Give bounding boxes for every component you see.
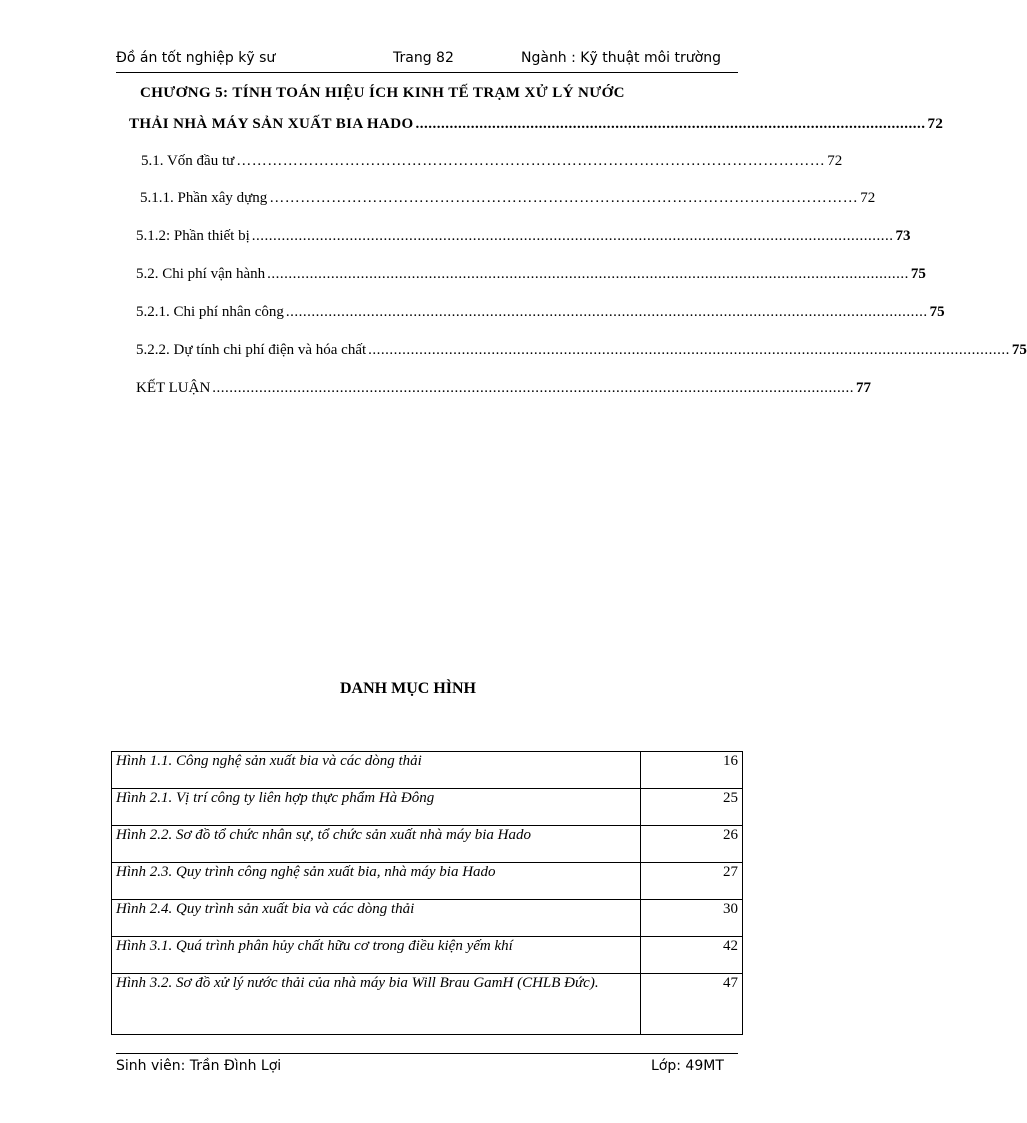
figure-caption: Hình 2.4. Quy trình sản xuất bia và các dòng thải [112, 900, 641, 937]
header-page: Trang 82 [393, 50, 454, 66]
figure-page: 25 [641, 789, 743, 826]
toc-entry-page: 77 [856, 380, 872, 396]
toc-entry [136, 342, 1027, 359]
page-footer [116, 1053, 738, 1078]
toc-chapter-line2: THẢI NHÀ MÁY SẢN XUẤT BIA HADO [129, 116, 414, 132]
toc-entry [136, 228, 911, 245]
toc-entry-label: 5.1.2: Phần thiết bị [136, 228, 250, 244]
figure-page: 47 [641, 974, 743, 1035]
footer-student: Sinh viên: Trần Đình Lợi [116, 1058, 282, 1074]
toc-leader: …………………………………………………………………………………………………… [236, 153, 826, 169]
figure-caption: Hình 2.2. Sơ đồ tổ chức nhân sự, tổ chức sản xuất nhà máy bia Hado [112, 826, 641, 863]
figure-page: 16 [641, 752, 743, 789]
header-right: Ngành : Kỹ thuật môi trường [521, 50, 721, 66]
figure-caption: Hình 2.1. Vị trí công ty liên hợp thực phẩm Hà Đông [112, 789, 641, 826]
table-row [112, 937, 743, 974]
table-row [112, 789, 743, 826]
toc-leader: ....................................................................................................................................................... [251, 228, 894, 244]
table-row [112, 974, 743, 1035]
toc-entry-label: 5.1.1. Phần xây dựng [140, 190, 268, 206]
toc-chapter-page: 72 [927, 116, 944, 132]
figure-caption: Hình 1.1. Công nghệ sản xuất bia và các dòng thải [112, 752, 641, 789]
toc-entry-page: 75 [929, 304, 945, 320]
page-header [116, 48, 738, 73]
header-left: Đồ án tốt nghiệp kỹ sư [116, 50, 276, 66]
toc-entry [140, 190, 876, 207]
toc-entry [136, 266, 926, 283]
toc-leader: ........................................................................................................................ [415, 116, 926, 132]
toc-entry-label: 5.2. Chi phí vận hành [136, 266, 266, 282]
toc-entry [141, 153, 843, 170]
toc-entry-label: 5.2.1. Chi phí nhân công [136, 304, 284, 320]
figures-title: DANH MỤC HÌNH [340, 680, 476, 697]
figure-page: 42 [641, 937, 743, 974]
figures-table [111, 751, 743, 1035]
toc-entry-page: 72 [860, 190, 876, 206]
toc-entry-page: 75 [910, 266, 926, 282]
toc-entry-label: 5.2.2. Dự tính chi phí điện và hóa chất [136, 342, 367, 358]
footer-class: Lớp: 49MT [651, 1058, 724, 1074]
toc-entry [136, 380, 872, 397]
toc-leader: ....................................................................................................................................................... [212, 380, 855, 396]
toc-entry [136, 304, 945, 321]
toc-entry-label: 5.1. Vốn đầu tư [141, 153, 235, 169]
figure-page: 26 [641, 826, 743, 863]
table-row [112, 826, 743, 863]
toc-entry-page: 72 [827, 153, 843, 169]
toc-chapter-line1: CHƯƠNG 5: TÍNH TOÁN HIỆU ÍCH KINH TẾ TRẠM XỬ LÝ NƯỚC [140, 85, 625, 101]
figure-page: 30 [641, 900, 743, 937]
toc-leader: …………………………………………………………………………………………………… [269, 190, 859, 206]
toc-entry-label: KẾT LUẬN [136, 380, 211, 396]
toc-entry-page: 75 [1011, 342, 1027, 358]
table-row [112, 752, 743, 789]
toc-leader: ....................................................................................................................................................... [267, 266, 909, 282]
toc-entry-page: 73 [895, 228, 911, 244]
table-row [112, 900, 743, 937]
table-row [112, 863, 743, 900]
figure-caption: Hình 3.2. Sơ đồ xử lý nước thải của nhà máy bia Will Brau GamH (CHLB Đức). [112, 974, 641, 1035]
figure-caption: Hình 3.1. Quá trình phân hủy chất hữu cơ trong điều kiện yếm khí [112, 937, 641, 974]
toc-chapter-line2-row [129, 116, 944, 133]
toc-leader: ....................................................................................................................................................... [285, 304, 928, 320]
toc-leader: ....................................................................................................................................................... [368, 342, 1010, 358]
figure-caption: Hình 2.3. Quy trình công nghệ sản xuất bia, nhà máy bia Hado [112, 863, 641, 900]
figure-page: 27 [641, 863, 743, 900]
